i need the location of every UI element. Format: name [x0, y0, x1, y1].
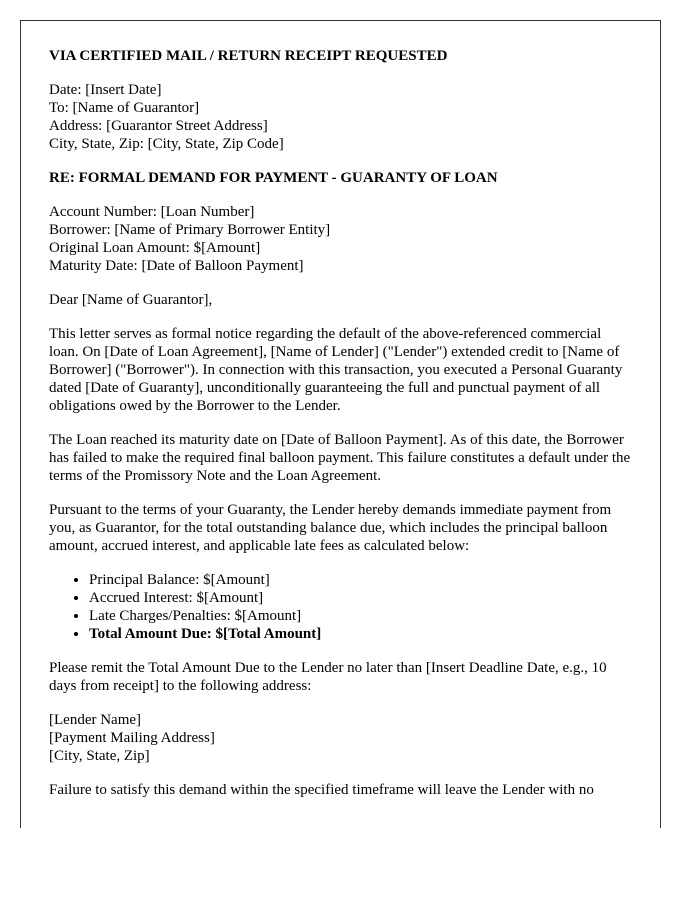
late-charges: • Late Charges/Penalties: $[Amount] — [89, 607, 632, 625]
paragraph-demand: Pursuant to the terms of your Guaranty, the Lender hereby demands immediate payment from you, as Guarantor, for the total outstanding balance due, which includes the principal balloon amount, accrued interest, and applicable late fees as calculated below: — [49, 502, 612, 554]
city-line: City, State, Zip: [City, State, Zip Code] — [49, 136, 284, 152]
principal-balance: • Principal Balance: $[Amount] — [89, 571, 632, 589]
maturity-date: Maturity Date: [Date of Balloon Payment] — [49, 258, 304, 274]
paragraph-remit: Please remit the Total Amount Due to the Lender no later than [Insert Deadline Date, e.g., 10 days from receipt] to the following address: — [49, 660, 607, 694]
original-amount: Original Loan Amount: $[Amount] — [49, 240, 261, 256]
loan-details — [49, 203, 632, 275]
payment-address: [Payment Mailing Address] — [49, 730, 215, 746]
recipient-block — [49, 81, 632, 153]
date-line: Date: [Insert Date] — [49, 82, 162, 98]
paragraph-closing: Failure to satisfy this demand within the specified timeframe will leave the Lender with no — [49, 782, 594, 798]
amounts-list — [49, 571, 632, 643]
borrower: Borrower: [Name of Primary Borrower Entity] — [49, 222, 331, 238]
paragraph-notice: This letter serves as formal notice regarding the default of the above-referenced commercial loan. On [Date of Loan Agreement], [Name of Lender] ("Lender") extended credit to [Name of Borrower] ("Borrower"). In connection with this transaction, you executed a Personal Guaranty dated [Date of Guaranty], unconditionally guaranteeing the full and punctual payment of all obligations owed by the Borrower to the Lender. — [49, 326, 623, 414]
account-number: Account Number: [Loan Number] — [49, 204, 255, 220]
delivery-header: VIA CERTIFIED MAIL / RETURN RECEIPT REQUESTED — [49, 48, 448, 64]
to-line: To: [Name of Guarantor] — [49, 100, 200, 116]
lender-name: [Lender Name] — [49, 712, 142, 728]
salutation: Dear [Name of Guarantor], — [49, 292, 213, 308]
subject-line: RE: FORMAL DEMAND FOR PAYMENT - GUARANTY OF LOAN — [49, 170, 498, 186]
paragraph-default: The Loan reached its maturity date on [Date of Balloon Payment]. As of this date, the Borrower has failed to make the required final balloon payment. This failure constitutes a default under the terms of the Promissory Note and the Loan Agreement. — [49, 432, 631, 484]
lender-address — [49, 711, 632, 765]
accrued-interest: • Accrued Interest: $[Amount] — [89, 589, 632, 607]
letter-page — [20, 20, 661, 828]
total-amount-due: • Total Amount Due: $[Total Amount] — [89, 625, 632, 643]
lender-city: [City, State, Zip] — [49, 748, 150, 764]
address-line: Address: [Guarantor Street Address] — [49, 118, 268, 134]
